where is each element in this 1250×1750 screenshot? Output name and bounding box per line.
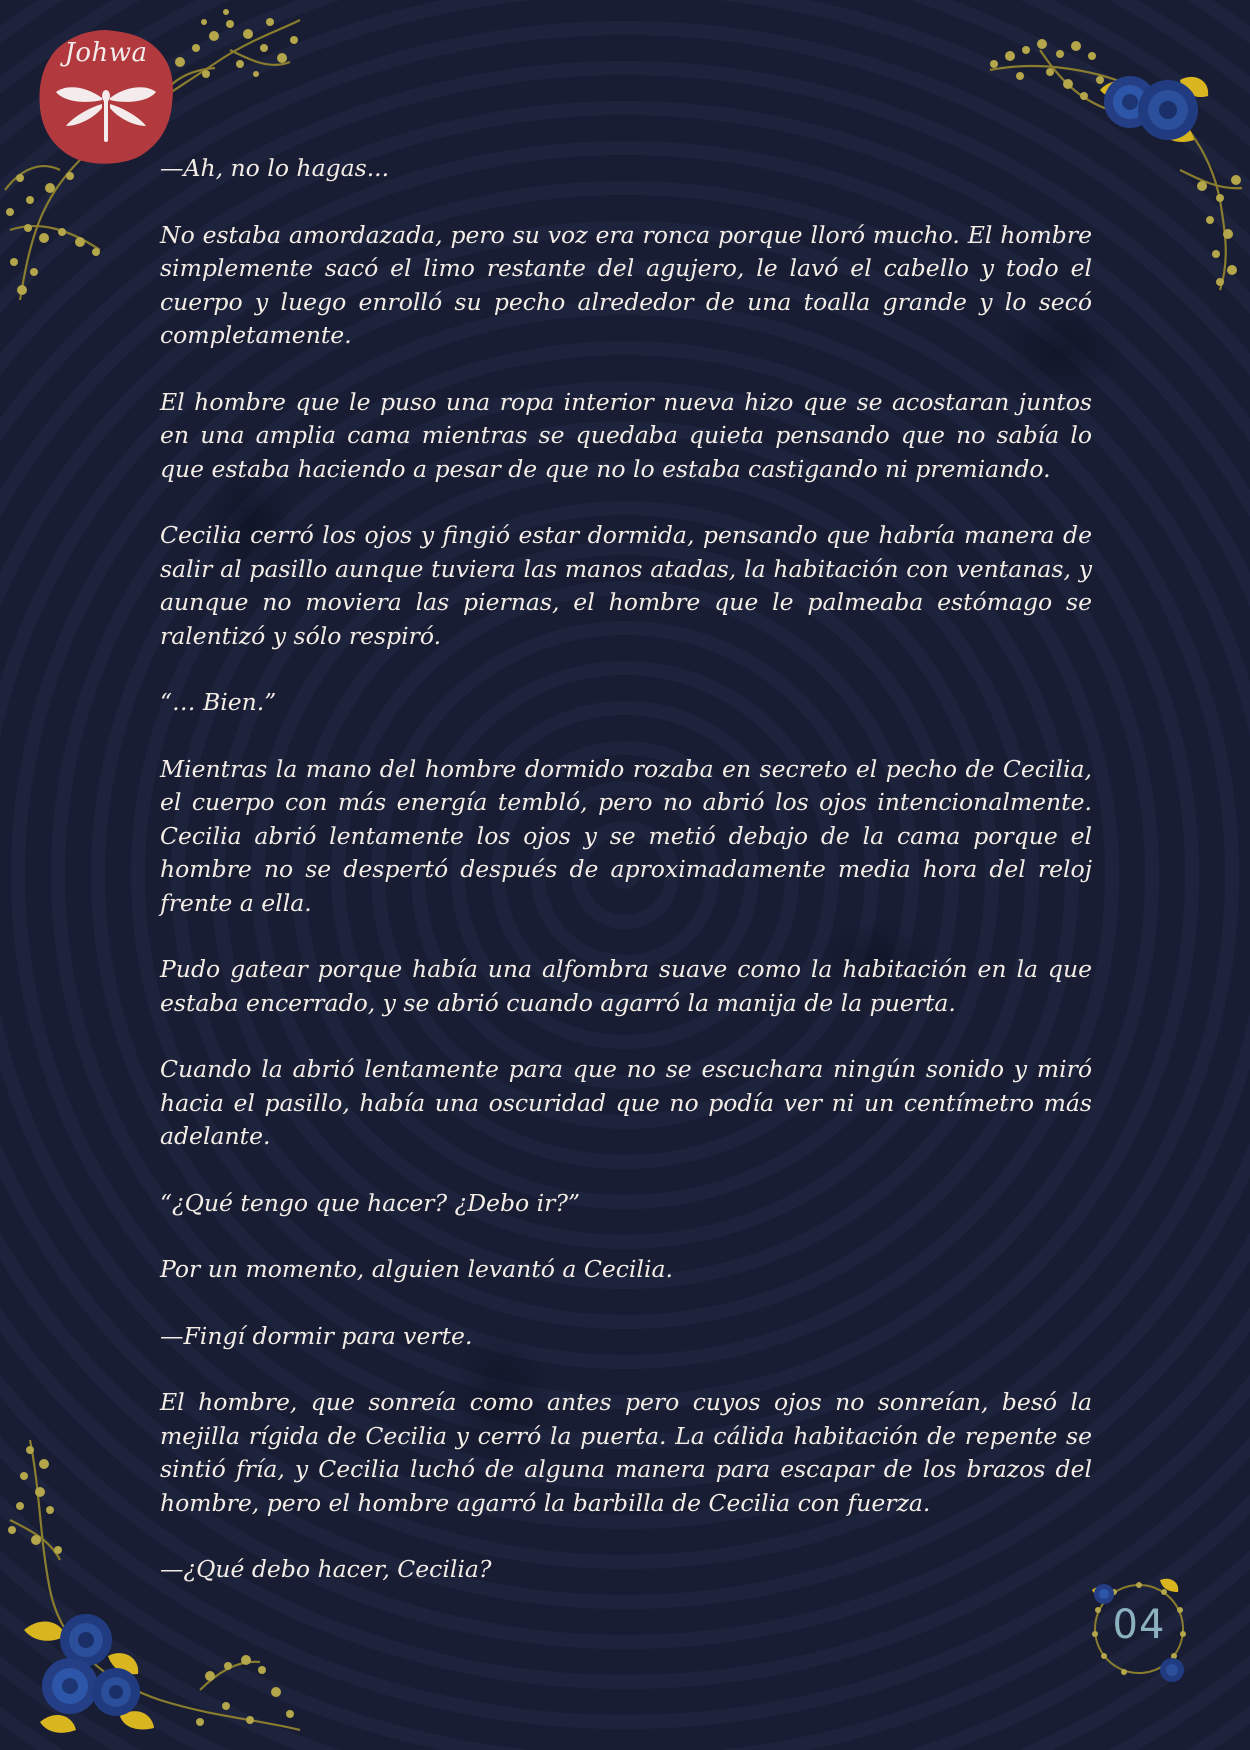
paragraph-12: El hombre, que sonreía como antes pero cuyos ojos no sonreían, besó la mejilla rígida de Cecilia y cerró la puerta. La cálida habitación de repente se sintió fría, y Cecilia luchó de alguna manera para escapar de los brazos del hombre, pero el hombre agarró la barbilla de Cecilia con fuerza. (160, 1388, 1092, 1517)
page-number: 04 (1112, 1602, 1166, 1648)
paragraph-11: —Fingí dormir para verte. (160, 1321, 473, 1350)
paragraph-4: Cecilia cerró los ojos y fingió estar dormida, pensando que habría manera de salir al pasillo aunque tuviera las manos atadas, la habitación con ventanas, y aunque no moviera las piernas, el hombre que le palmeaba estómago se ralentizó y sólo respiró. (160, 521, 1092, 650)
paragraph-9: “¿Qué tengo que hacer? ¿Debo ir?” (160, 1188, 580, 1217)
paragraph-3: El hombre que le puso una ropa interior nueva hizo que se acostaran juntos en una amplia cama mientras se quedaba quieta pensando que no sabía lo que estaba haciendo a pesar de que no lo estaba castigando ni premiando. (160, 387, 1092, 483)
paragraph-2: No estaba amordazada, pero su voz era ronca porque lloró mucho. El hombre simplemente sacó el limo restante del agujero, le lavó el cabello y todo el cuerpo y luego enrolló su pecho alrededor de una toalla grande y lo secó completamente. (160, 220, 1092, 349)
paragraph-13: —¿Qué debo hacer, Cecilia? (160, 1555, 492, 1583)
paragraph-5: “… Bien.” (160, 688, 277, 716)
page-number-badge (1084, 1574, 1194, 1684)
johwa-logo (36, 26, 176, 166)
story-text (160, 152, 1092, 1620)
paragraph-1: —Ah, no lo hagas... (160, 154, 390, 182)
logo-text: Johwa (64, 38, 148, 68)
paragraph-8: Cuando la abrió lentamente para que no se escuchara ningún sonido y miró hacia el pasillo, había una oscuridad que no podía ver ni un centímetro más adelante. (160, 1055, 1092, 1150)
paragraph-7: Pudo gatear porque había una alfombra suave como la habitación en la que estaba encerrado, y se abrió cuando agarró la manija de la puerta. (160, 955, 1092, 1017)
paragraph-10: Por un momento, alguien levantó a Cecilia. (160, 1255, 673, 1283)
paragraph-6: Mientras la mano del hombre dormido rozaba en secreto el pecho de Cecilia, el cuerpo con más energía tembló, pero no abrió los ojos intencionalmente. Cecilia abrió lentamente los ojos y se metió debajo de la cama porque el hombre no se despertó después de aproximadamente media hora del reloj frente a ella. (160, 754, 1092, 917)
